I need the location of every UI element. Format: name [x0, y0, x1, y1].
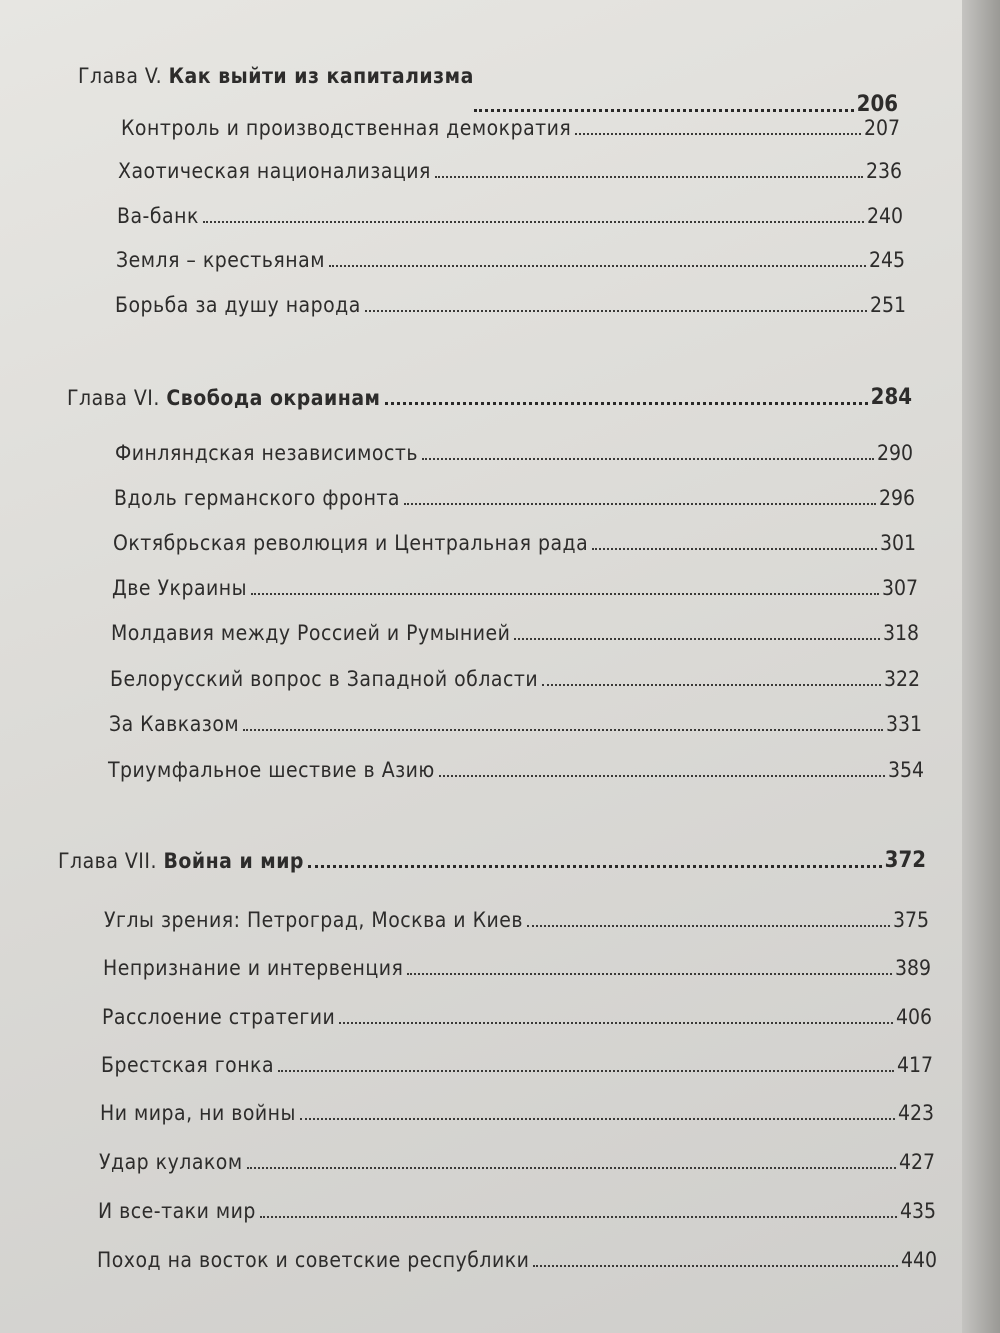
chapter-prefix: Глава VI.: [67, 386, 160, 410]
toc-entry: [115, 441, 913, 465]
toc-entry: [113, 531, 916, 555]
dot-leader: [247, 1167, 896, 1169]
toc-entry: [121, 116, 900, 140]
entry-title: Молдавия между Россией и Румынией: [111, 621, 511, 645]
dot-leader: [385, 402, 868, 405]
entry-title: Вдоль германского фронта: [114, 486, 401, 510]
entry-page-number: 331: [885, 712, 922, 736]
dot-leader: [300, 1118, 895, 1120]
entry-title: Белорусский вопрос в Западной области: [110, 667, 539, 691]
chapter-title: Свобода окраинам: [166, 386, 381, 410]
toc-entry: [114, 486, 915, 510]
toc-entry: [101, 1053, 933, 1077]
entry-page-number: 307: [881, 576, 918, 600]
entry-page-number: 290: [876, 441, 913, 465]
entry-page-number: 322: [883, 667, 920, 691]
chapter-page-number: 284: [870, 385, 912, 410]
toc-entry: [104, 908, 929, 932]
toc-entry: [108, 758, 924, 782]
dot-leader: [542, 684, 881, 686]
toc-entry: [116, 248, 905, 272]
chapter-label: [67, 386, 381, 410]
dot-leader: [422, 458, 874, 460]
dot-leader: [251, 593, 879, 595]
dot-leader: [278, 1070, 894, 1072]
entry-title: Хаотическая национализация: [118, 159, 431, 183]
entry-title: За Кавказом: [109, 712, 240, 736]
toc-entry: [110, 667, 920, 691]
entry-page-number: 318: [882, 621, 919, 645]
entry-page-number: 406: [895, 1005, 932, 1029]
toc-entry: [97, 1248, 937, 1272]
entry-title: Борьба за душу народа: [115, 293, 361, 317]
entry-title: Ни мира, ни войны: [100, 1101, 296, 1125]
entry-page-number: 245: [868, 248, 905, 272]
entry-title: Непризнание и интервенция: [103, 956, 404, 980]
dot-leader: [365, 310, 867, 312]
entry-title: Октябрьская революция и Центральная рада: [113, 531, 589, 555]
dot-leader: [533, 1265, 897, 1267]
entry-title: Брестская гонка: [101, 1053, 275, 1077]
dot-leader: [329, 265, 866, 267]
entry-page-number: 354: [887, 758, 924, 782]
entry-title: И все-таки мир: [98, 1199, 256, 1223]
toc-entry: [115, 293, 906, 317]
entry-title: Триумфальное шествие в Азию: [108, 758, 435, 782]
dot-leader: [592, 548, 877, 550]
toc-entry: [102, 1005, 932, 1029]
toc-entry: [99, 1150, 935, 1174]
entry-page-number: 427: [898, 1150, 935, 1174]
entry-page-number: 207: [863, 116, 900, 140]
entry-title: Контроль и производственная демократия: [121, 116, 572, 140]
dot-leader: [439, 775, 885, 777]
entry-title: Ва-банк: [117, 204, 199, 228]
toc-entry: [117, 204, 903, 228]
entry-title: Две Украины: [112, 576, 248, 600]
chapter-title: Как выйти из капитализма: [168, 64, 474, 88]
book-spine-shadow: [962, 0, 1000, 1333]
toc-entry: [109, 712, 922, 736]
entry-page-number: 301: [879, 531, 916, 555]
chapter-heading: [58, 848, 926, 873]
chapter-heading: [67, 385, 912, 410]
dot-leader: [407, 973, 892, 975]
dot-leader: [308, 865, 882, 868]
entry-title: Расслоение стратегии: [102, 1005, 336, 1029]
chapter-page-number: 372: [884, 848, 926, 873]
entry-title: Поход на восток и советские республики: [97, 1248, 530, 1272]
dot-leader: [243, 729, 883, 731]
chapter-label: [58, 849, 304, 873]
entry-title: Углы зрения: Петроград, Москва и Киев: [104, 908, 524, 932]
entry-page-number: 440: [900, 1248, 937, 1272]
chapter-prefix: Глава VII.: [58, 849, 157, 873]
chapter-heading: [78, 64, 474, 88]
chapter-label: [78, 64, 474, 88]
entry-page-number: 296: [878, 486, 915, 510]
dot-leader: [339, 1022, 893, 1024]
dot-leader: [203, 221, 864, 223]
chapter-prefix: Глава V.: [78, 64, 163, 88]
entry-page-number: 417: [896, 1053, 933, 1077]
dot-leader: [404, 503, 876, 505]
toc-entry: [98, 1199, 936, 1223]
entry-title: Удар кулаком: [99, 1150, 243, 1174]
dot-leader: [435, 176, 863, 178]
dot-leader: [514, 638, 880, 640]
chapter-page-line: [470, 92, 898, 117]
dot-leader: [474, 109, 854, 112]
entry-page-number: 251: [869, 293, 906, 317]
entry-title: Земля – крестьянам: [116, 248, 325, 272]
entry-title: Финляндская независимость: [115, 441, 419, 465]
dot-leader: [260, 1216, 897, 1218]
toc-entry: [112, 576, 918, 600]
entry-page-number: 236: [865, 159, 902, 183]
entry-page-number: 240: [866, 204, 903, 228]
toc-entry: [103, 956, 931, 980]
entry-page-number: 375: [892, 908, 929, 932]
entry-page-number: 389: [894, 956, 931, 980]
entry-page-number: 423: [897, 1101, 934, 1125]
dot-leader: [575, 133, 861, 135]
chapter-page-number: 206: [856, 92, 898, 117]
entry-page-number: 435: [899, 1199, 936, 1223]
toc-entry: [118, 159, 902, 183]
chapter-title: Война и мир: [163, 849, 304, 873]
dot-leader: [527, 925, 890, 927]
toc-entry: [111, 621, 919, 645]
toc-entry: [100, 1101, 934, 1125]
